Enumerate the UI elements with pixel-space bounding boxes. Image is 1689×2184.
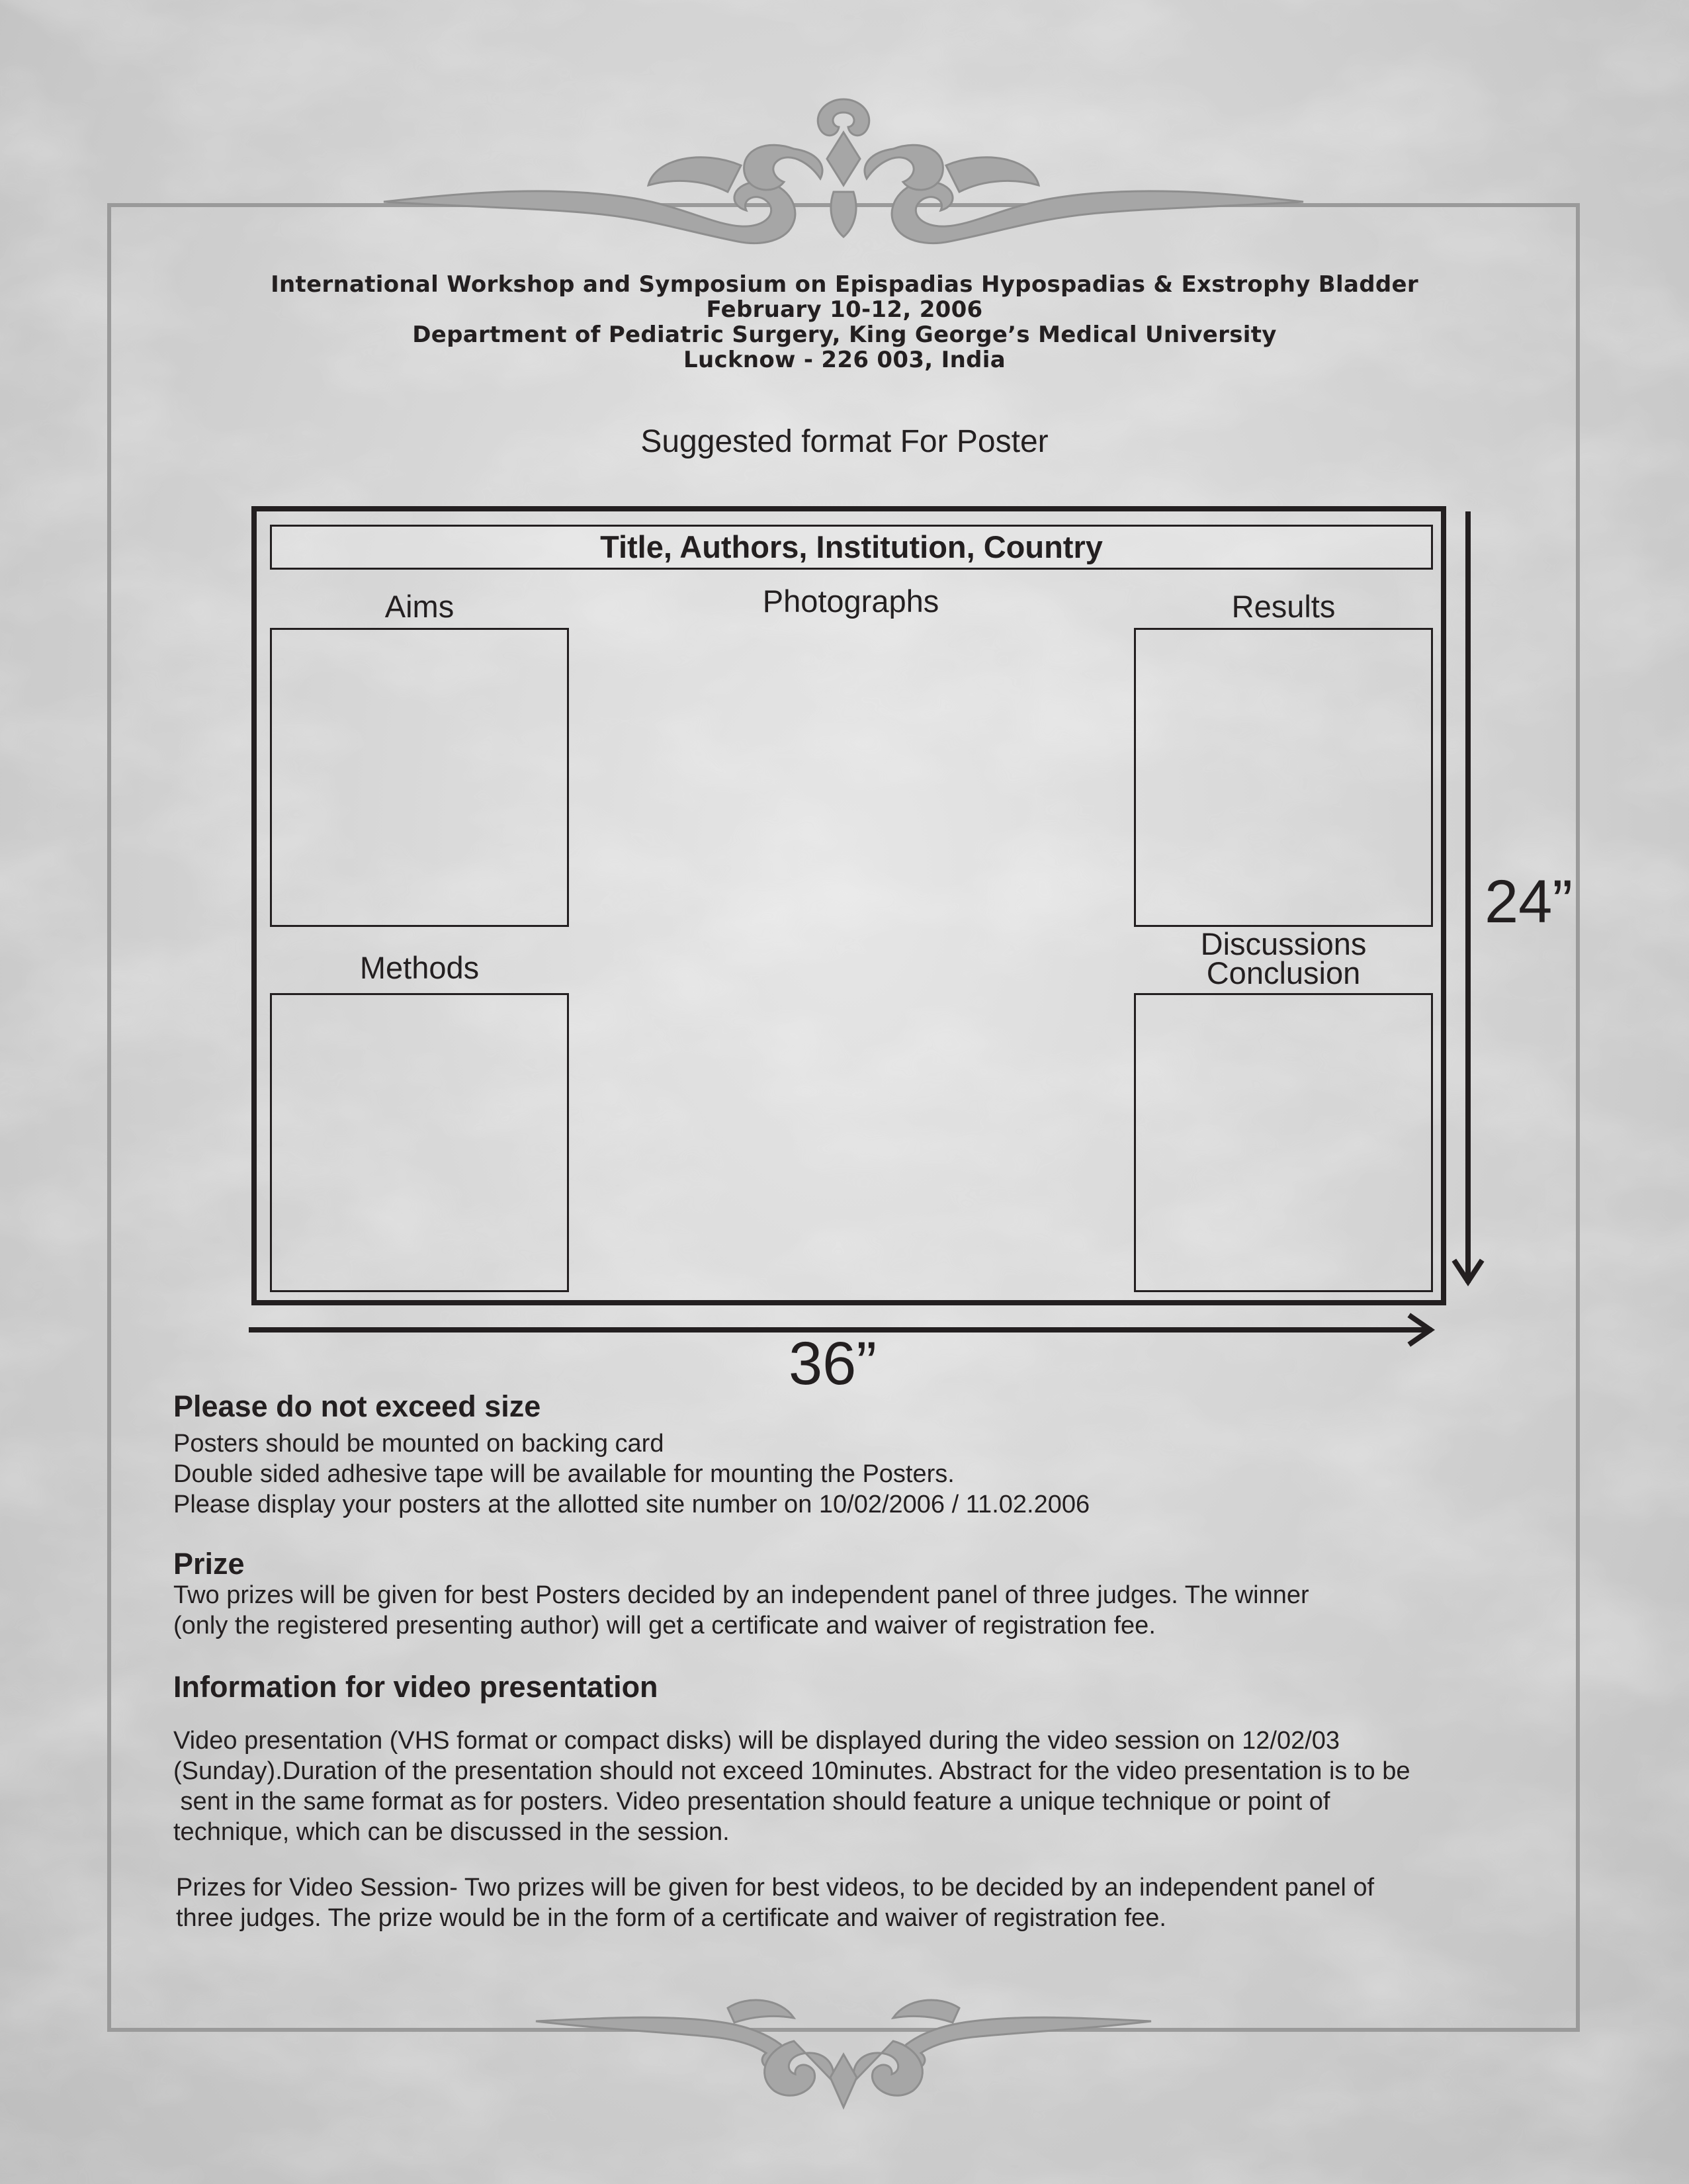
- video-para1-line-1: Video presentation (VHS format or compact disks) will be displayed during the video session on 12/02/03: [173, 1727, 1340, 1755]
- width-dimension-label: 36”: [789, 1330, 877, 1397]
- suggested-format-title: Suggested format For Poster: [640, 424, 1049, 459]
- event-department: Department of Pediatric Surgery, King George’s Medical University: [412, 322, 1277, 348]
- size-line-1: Posters should be mounted on backing card: [173, 1430, 664, 1458]
- size-line-2: Double sided adhesive tape will be available for mounting the Posters.: [173, 1460, 955, 1488]
- discussions-label: Discussions: [1200, 926, 1367, 961]
- event-dates: February 10-12, 2006: [706, 296, 983, 323]
- conclusion-label: Conclusion: [1206, 955, 1361, 990]
- height-dimension-label: 24”: [1485, 868, 1573, 936]
- video-para2-line-2: three judges. The prize would be in the form of a certificate and waiver of registration fee.: [176, 1904, 1166, 1932]
- video-para1-line-2: (Sunday).Duration of the presentation should not exceed 10minutes. Abstract for the video presentation is to be: [173, 1757, 1410, 1785]
- size-heading: Please do not exceed size: [173, 1389, 541, 1423]
- video-para1-line-4: technique, which can be discussed in the session.: [173, 1818, 730, 1846]
- event-location: Lucknow - 226 003, India: [683, 347, 1006, 373]
- poster-title-bar: Title, Authors, Institution, Country: [270, 525, 1433, 570]
- size-line-3: Please display your posters at the allotted site number on 10/02/2006 / 11.02.2006: [173, 1491, 1090, 1518]
- video-para1-line-3: sent in the same format as for posters. Video presentation should feature a unique technique or point of: [173, 1788, 1330, 1815]
- video-para2-line-1: Prizes for Video Session- Two prizes will be given for best videos, to be decided by an independent panel of: [176, 1874, 1375, 1901]
- prize-line-2: (only the registered presenting author) will get a certificate and waiver of registration fee.: [173, 1612, 1156, 1639]
- results-label: Results: [1231, 589, 1336, 624]
- prize-heading: Prize: [173, 1547, 245, 1581]
- methods-label: Methods: [359, 950, 480, 985]
- event-title: International Workshop and Symposium on Epispadias Hypospadias & Exstrophy Bladder: [271, 271, 1418, 298]
- aims-label: Aims: [384, 589, 455, 624]
- photographs-label: Photographs: [762, 584, 939, 619]
- video-heading: Information for video presentation: [173, 1670, 658, 1704]
- prize-line-1: Two prizes will be given for best Posters decided by an independent panel of three judges. The winner: [173, 1581, 1309, 1609]
